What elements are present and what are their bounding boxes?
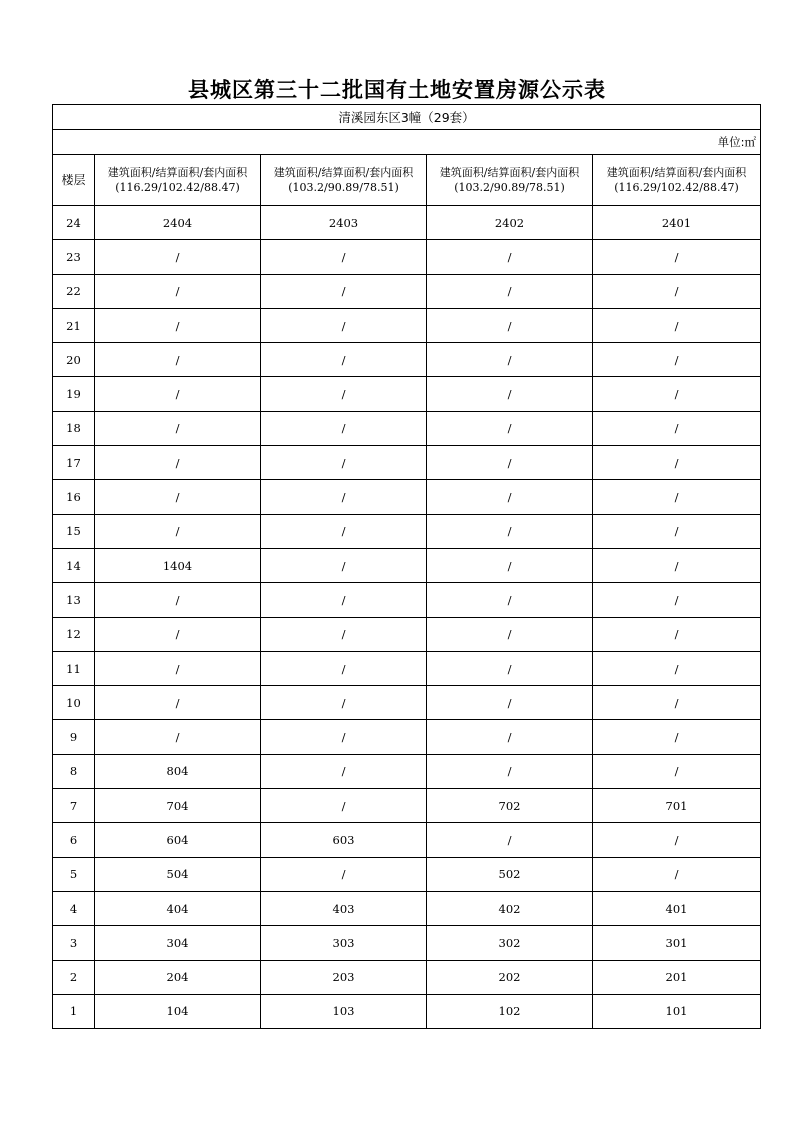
unit-cell: / [593,720,761,754]
unit-cell: / [427,240,593,274]
unit-cell: / [95,720,261,754]
unit-cell: 401 [593,891,761,925]
housing-table [52,104,761,1029]
unit-cell: / [593,343,761,377]
unit-cell: 2401 [593,206,761,240]
table-row [53,377,761,411]
unit-cell: / [593,617,761,651]
floor-number: 17 [53,446,95,480]
floor-number: 24 [53,206,95,240]
unit-cell: / [261,446,427,480]
unit-cell: / [427,480,593,514]
column-header-line2: (116.29/102.42/88.47) [115,181,240,194]
table-row [53,720,761,754]
unit-cell: / [95,240,261,274]
unit-cell: 702 [427,789,593,823]
page-title: 县城区第三十二批国有土地安置房源公示表 [188,78,606,102]
floor-number: 18 [53,411,95,445]
table-row [53,206,761,240]
unit-cell: 701 [593,789,761,823]
floor-number: 23 [53,240,95,274]
unit-cell: / [261,789,427,823]
unit-cell: 402 [427,891,593,925]
table-row [53,240,761,274]
floor-number: 15 [53,514,95,548]
unit-cell: / [95,480,261,514]
unit-cell: / [427,343,593,377]
unit-cell: 103 [261,994,427,1028]
unit-cell: / [261,377,427,411]
unit-cell: 2402 [427,206,593,240]
unit-cell: / [593,308,761,342]
column-header-line1: 建筑面积/结算面积/套内面积 [273,166,414,179]
table-row [53,446,761,480]
unit-cell: / [593,754,761,788]
unit-cell: / [427,548,593,582]
unit-cell: 604 [95,823,261,857]
table-row [53,823,761,857]
unit-cell: 201 [593,960,761,994]
floor-number: 21 [53,308,95,342]
unit-cell: 403 [261,891,427,925]
unit-cell: / [593,686,761,720]
floor-number: 2 [53,960,95,994]
unit-cell: / [95,583,261,617]
table-row [53,994,761,1028]
unit-cell: 204 [95,960,261,994]
unit-cell: 404 [95,891,261,925]
unit-cell: 804 [95,754,261,788]
column-header-line2: (103.2/90.89/78.51) [454,181,565,194]
unit-cell: / [261,617,427,651]
unit-cell: / [261,720,427,754]
unit-cell: / [261,240,427,274]
unit-cell: 304 [95,926,261,960]
table-row [53,857,761,891]
unit-cell: / [593,377,761,411]
unit-cell: / [261,343,427,377]
table-row [53,754,761,788]
column-header-line1: 建筑面积/结算面积/套内面积 [606,166,747,179]
unit-cell: / [95,514,261,548]
table-row [53,583,761,617]
column-header [95,155,261,206]
unit-cell: / [593,583,761,617]
unit-cell: / [95,308,261,342]
unit-cell: / [261,754,427,788]
unit-cell: / [427,823,593,857]
unit-cell: / [593,240,761,274]
unit-cell: 504 [95,857,261,891]
column-header-line2: (116.29/102.42/88.47) [614,181,739,194]
table-row [53,617,761,651]
unit-cell: / [95,377,261,411]
unit-cell: / [95,343,261,377]
floor-number: 1 [53,994,95,1028]
floor-number: 16 [53,480,95,514]
table-row [53,343,761,377]
table-row [53,411,761,445]
unit-cell: / [427,274,593,308]
unit-cell: / [593,857,761,891]
unit-cell: / [427,514,593,548]
table-row [53,686,761,720]
unit-cell: / [261,583,427,617]
unit-cell: / [427,617,593,651]
floor-number: 8 [53,754,95,788]
column-header-line1: 建筑面积/结算面积/套内面积 [107,166,248,179]
table-row [53,891,761,925]
unit-cell: 1404 [95,548,261,582]
table-row [53,926,761,960]
floor-number: 12 [53,617,95,651]
unit-cell: / [261,274,427,308]
unit-cell: / [427,651,593,685]
unit-cell: / [593,823,761,857]
table-row [53,960,761,994]
unit-cell: 102 [427,994,593,1028]
unit-cell: / [95,686,261,720]
unit-cell: 704 [95,789,261,823]
unit-cell: / [261,514,427,548]
unit-cell: 104 [95,994,261,1028]
floor-number: 9 [53,720,95,754]
unit-cell: / [593,411,761,445]
unit-cell: 2404 [95,206,261,240]
unit-cell: 301 [593,926,761,960]
table-row [53,480,761,514]
unit-cell: / [427,308,593,342]
floor-number: 13 [53,583,95,617]
floor-number: 19 [53,377,95,411]
unit-label: 单位:㎡ [53,130,761,155]
unit-cell: 302 [427,926,593,960]
unit-cell: / [427,686,593,720]
unit-cell: / [593,514,761,548]
unit-cell: / [593,548,761,582]
column-header [593,155,761,206]
unit-cell: / [593,480,761,514]
unit-cell: / [261,548,427,582]
unit-cell: / [95,411,261,445]
table-row [53,274,761,308]
floor-number: 11 [53,651,95,685]
unit-cell: / [261,651,427,685]
unit-cell: / [95,617,261,651]
column-header-line2: (103.2/90.89/78.51) [288,181,399,194]
unit-cell: / [427,411,593,445]
unit-cell: / [427,720,593,754]
unit-cell: / [427,377,593,411]
floor-number: 5 [53,857,95,891]
floor-number: 14 [53,548,95,582]
unit-cell: / [427,446,593,480]
unit-cell: / [427,583,593,617]
unit-cell: / [427,754,593,788]
unit-cell: 203 [261,960,427,994]
unit-cell: / [593,651,761,685]
unit-cell: 101 [593,994,761,1028]
floor-number: 20 [53,343,95,377]
unit-cell: / [261,411,427,445]
unit-cell: / [593,446,761,480]
floor-number: 7 [53,789,95,823]
table-row [53,548,761,582]
floor-number: 4 [53,891,95,925]
unit-cell: / [593,274,761,308]
unit-cell: / [95,651,261,685]
unit-cell: 502 [427,857,593,891]
unit-cell: / [261,857,427,891]
table-row [53,514,761,548]
table-row [53,789,761,823]
unit-cell: / [261,308,427,342]
column-header [427,155,593,206]
unit-cell: / [95,446,261,480]
column-header [261,155,427,206]
floor-column-header: 楼层 [53,155,95,206]
floor-number: 3 [53,926,95,960]
table-row [53,308,761,342]
unit-cell: 2403 [261,206,427,240]
table-subtitle: 清溪园东区3幢（29套） [53,105,761,130]
table-row [53,651,761,685]
unit-cell: / [261,686,427,720]
floor-number: 22 [53,274,95,308]
unit-cell: 603 [261,823,427,857]
floor-number: 10 [53,686,95,720]
unit-cell: 202 [427,960,593,994]
column-header-line1: 建筑面积/结算面积/套内面积 [439,166,580,179]
unit-cell: / [95,274,261,308]
unit-cell: 303 [261,926,427,960]
header-row [53,155,761,206]
unit-cell: / [261,480,427,514]
floor-number: 6 [53,823,95,857]
